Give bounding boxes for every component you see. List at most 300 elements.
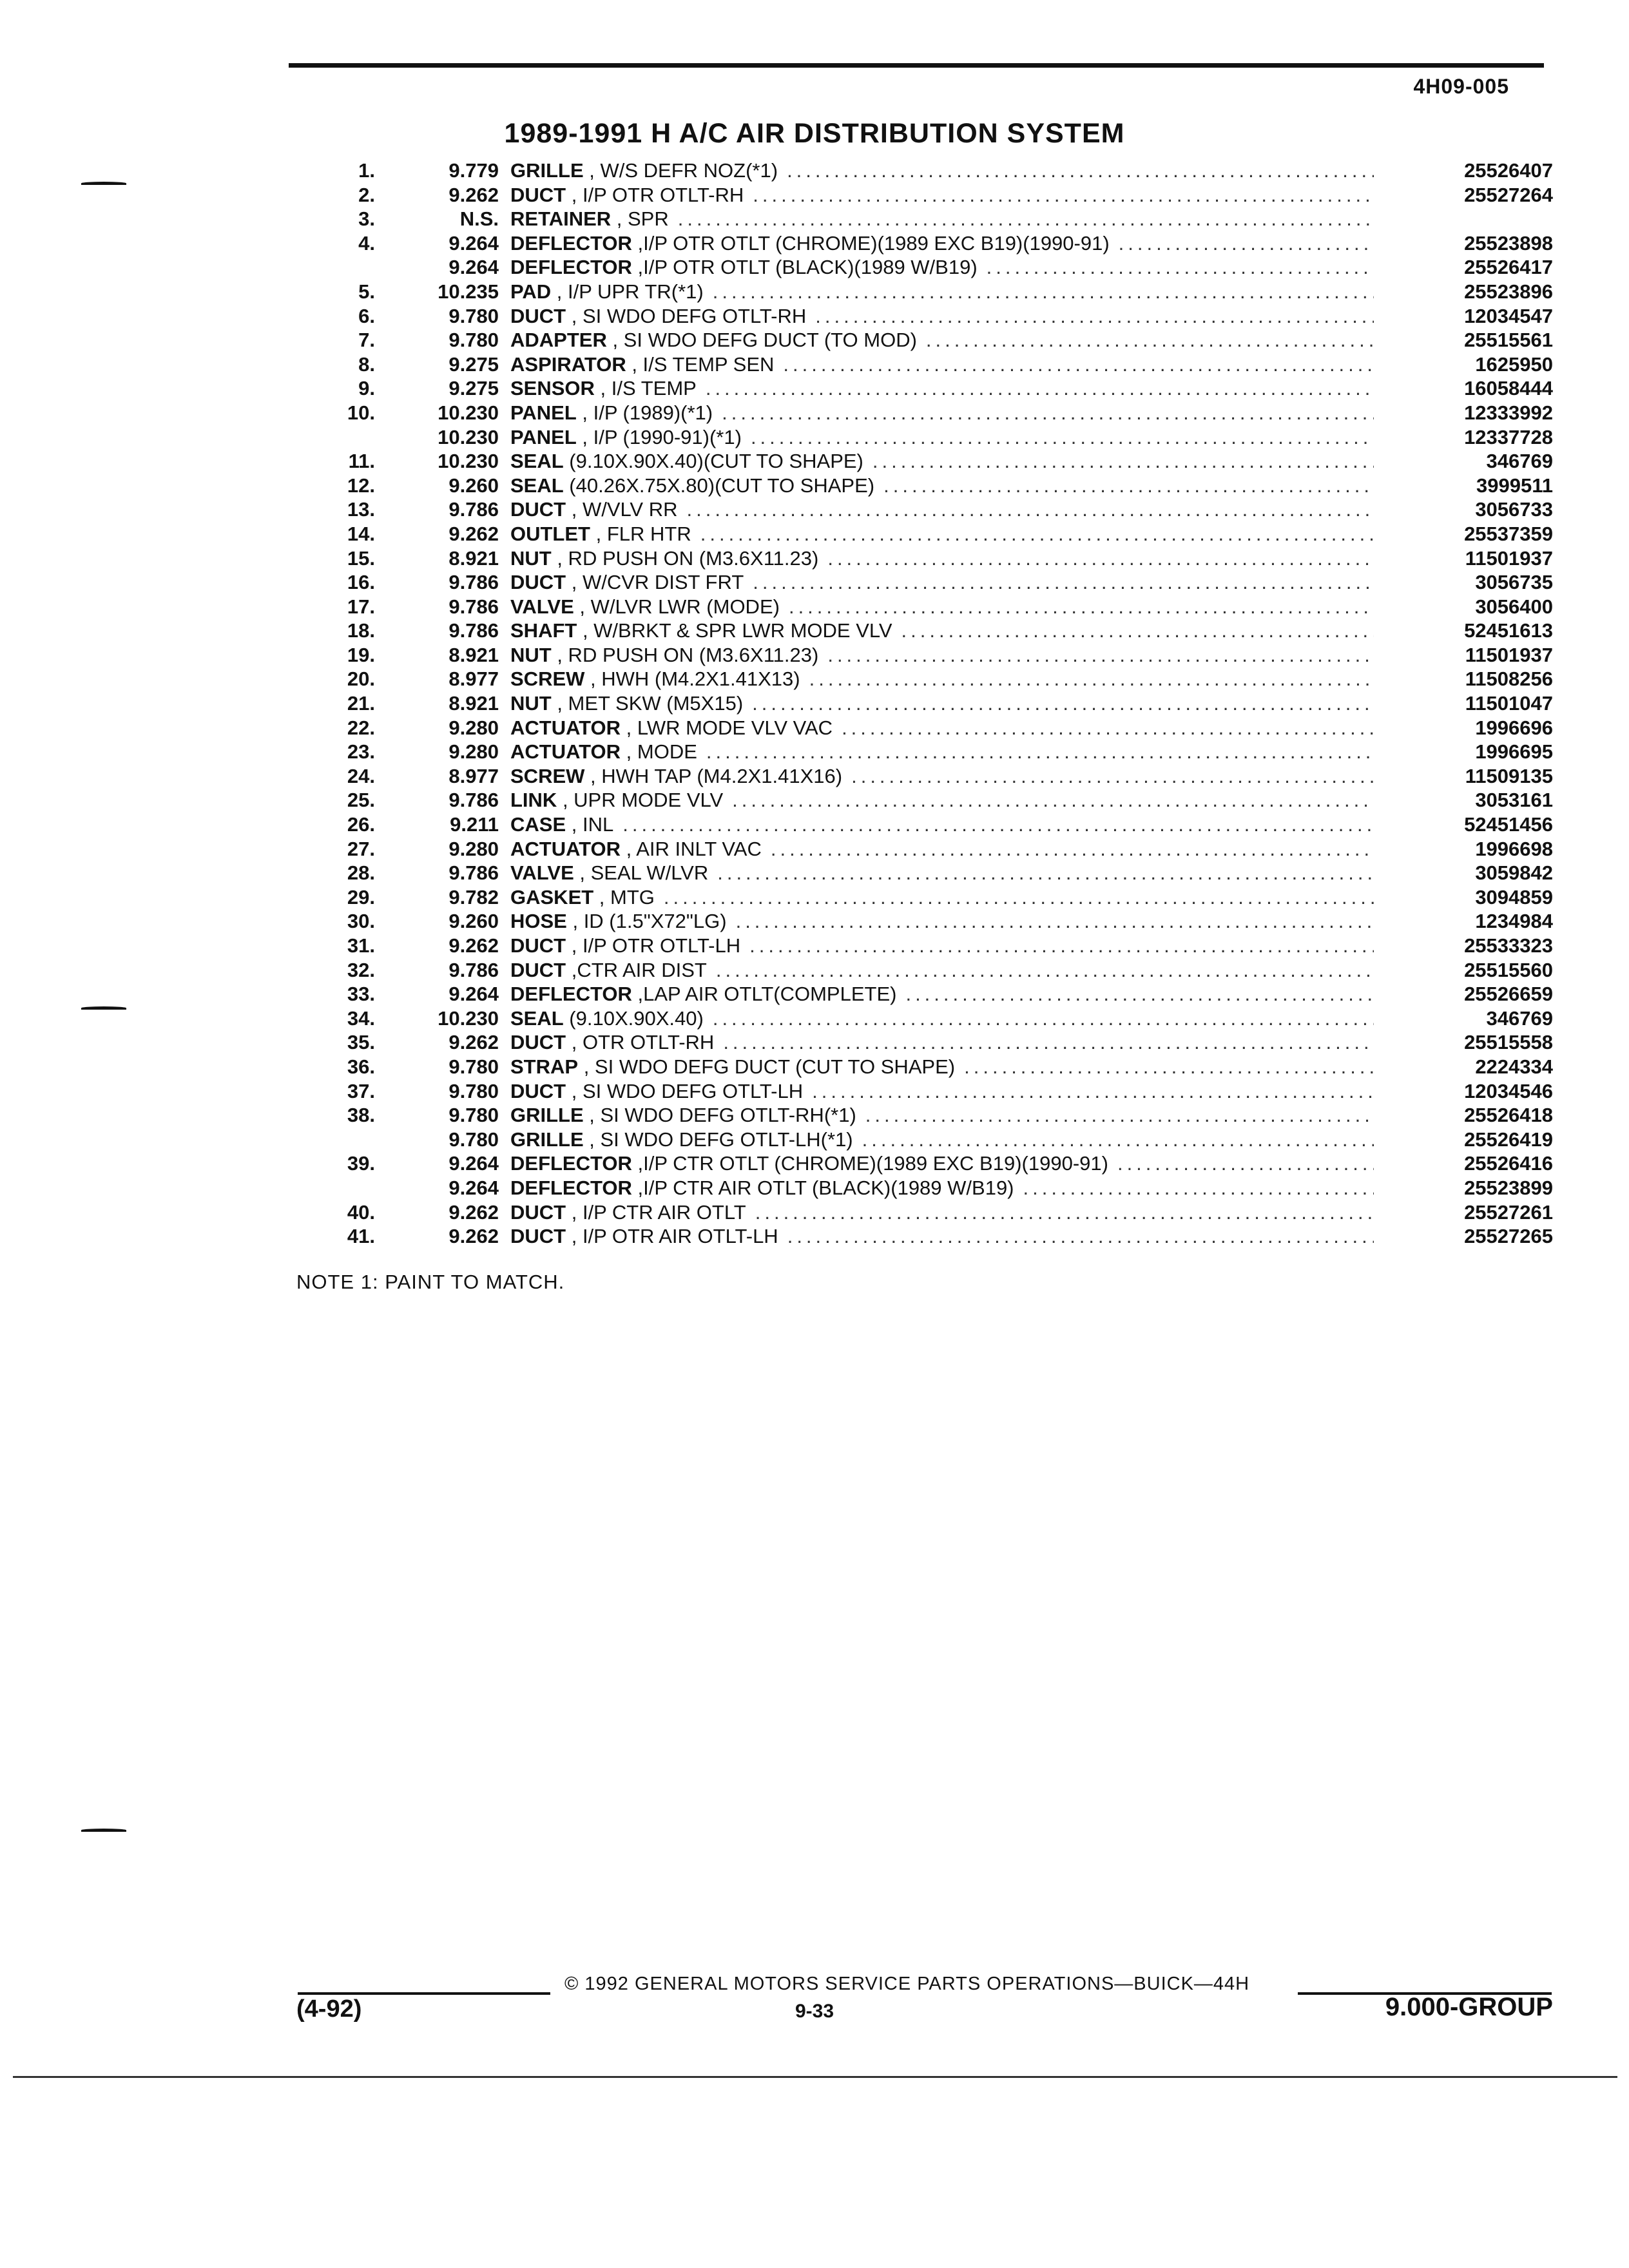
item-number: 18. — [347, 619, 375, 642]
group-number: 9.782 — [448, 885, 499, 908]
part-number: 1234984 — [1475, 910, 1553, 933]
part-row — [303, 1224, 1553, 1249]
item-number: 33. — [347, 983, 375, 1006]
group-number: 9.780 — [448, 1104, 499, 1127]
item-number: 7. — [358, 329, 375, 352]
part-name: NUT — [510, 692, 552, 715]
leader-dots — [905, 982, 1374, 1006]
group-label: 9.000-GROUP — [1385, 1993, 1553, 2021]
group-number: N.S. — [459, 207, 499, 231]
part-description — [510, 207, 1374, 231]
part-row — [303, 716, 1553, 740]
page-title: 1989-1991 H A/C AIR DISTRIBUTION SYSTEM — [504, 118, 1125, 149]
item-number: 4. — [358, 231, 375, 255]
part-number: 12034547 — [1464, 304, 1553, 327]
part-row — [303, 280, 1553, 304]
group-number: 8.921 — [448, 546, 499, 570]
part-number: 1996695 — [1475, 740, 1553, 764]
part-name: DUCT — [510, 1200, 566, 1224]
part-detail: , SI WDO DEFG OTLT-LH — [566, 1079, 804, 1102]
part-number: 11501047 — [1465, 692, 1553, 715]
part-description — [510, 352, 1374, 377]
item-number: 27. — [347, 837, 375, 860]
part-row — [303, 401, 1553, 425]
part-name: SCREW — [510, 668, 585, 691]
leader-dots — [1117, 1151, 1374, 1176]
part-description — [510, 1006, 1374, 1031]
part-name: SCREW — [510, 764, 585, 787]
group-number: 8.977 — [448, 668, 499, 691]
item-number: 19. — [347, 643, 375, 666]
group-number: 9.264 — [448, 1152, 499, 1175]
part-description — [510, 619, 1374, 643]
part-name: DUCT — [510, 1225, 566, 1248]
part-number: 25537359 — [1464, 522, 1553, 545]
part-detail: , SI WDO DEFG DUCT (CUT TO SHAPE) — [578, 1055, 956, 1078]
part-row — [303, 1200, 1553, 1225]
part-name: SEAL — [510, 1006, 564, 1030]
part-row — [303, 1128, 1553, 1152]
group-number: 9.786 — [448, 498, 499, 521]
part-name: DUCT — [510, 958, 566, 981]
part-detail: , SEAL W/LVR — [574, 861, 709, 885]
part-detail: , RD PUSH ON (M3.6X11.23) — [551, 546, 819, 570]
leader-dots — [1119, 231, 1374, 256]
part-number: 25533323 — [1464, 934, 1553, 957]
leader-dots — [809, 667, 1374, 691]
part-row — [303, 425, 1553, 450]
part-row — [303, 231, 1553, 256]
leader-dots — [753, 570, 1374, 595]
part-detail: (9.10X.90X.40)(CUT TO SHAPE) — [563, 450, 863, 473]
part-description — [510, 667, 1374, 691]
part-number: 11508256 — [1465, 668, 1553, 691]
part-row — [303, 207, 1553, 231]
part-name: SEAL — [510, 474, 564, 497]
part-name: ACTUATOR — [510, 740, 621, 764]
part-row — [303, 764, 1553, 789]
leader-dots — [842, 716, 1374, 740]
part-number: 25527265 — [1464, 1225, 1553, 1248]
group-number: 9.211 — [450, 813, 499, 836]
part-detail: ,I/P OTR OTLT (BLACK)(1989 W/B19) — [631, 256, 978, 279]
leader-dots — [713, 280, 1374, 304]
leader-dots — [827, 546, 1374, 571]
part-row — [303, 376, 1553, 401]
part-detail: , SI WDO DEFG OTLT-RH(*1) — [583, 1104, 856, 1127]
part-row — [303, 667, 1553, 691]
part-number: 3056733 — [1475, 498, 1553, 521]
part-description — [510, 280, 1374, 304]
part-description — [510, 1176, 1374, 1200]
part-number: 11501937 — [1465, 643, 1553, 666]
part-row — [303, 1151, 1553, 1176]
group-number: 9.780 — [448, 1055, 499, 1078]
part-description — [510, 982, 1374, 1006]
leader-dots — [706, 740, 1374, 764]
item-number: 35. — [347, 1031, 375, 1054]
part-number: 12034546 — [1464, 1079, 1553, 1102]
part-detail: ,CTR AIR DIST — [566, 958, 707, 981]
part-detail: , I/P (1990-91)(*1) — [576, 425, 742, 448]
group-number: 9.262 — [448, 934, 499, 957]
leader-dots — [901, 619, 1374, 643]
leader-dots — [700, 522, 1374, 546]
part-description — [510, 934, 1374, 958]
item-number: 31. — [347, 934, 375, 957]
leader-dots — [783, 352, 1374, 377]
part-number: 25526416 — [1464, 1152, 1553, 1175]
leader-dots — [987, 255, 1374, 280]
part-row — [303, 183, 1553, 207]
part-name: ADAPTER — [510, 329, 607, 352]
copyright-text: © 1992 GENERAL MOTORS SERVICE PARTS OPERATIONS—BUICK—44H — [564, 1974, 1250, 1994]
part-number: 25515560 — [1464, 958, 1553, 981]
part-name: NUT — [510, 546, 552, 570]
group-number: 9.280 — [448, 837, 499, 860]
part-name: DUCT — [510, 1031, 566, 1054]
part-name: DUCT — [510, 183, 566, 206]
part-detail: , SPR — [611, 207, 669, 231]
leader-dots — [787, 1224, 1374, 1249]
group-number: 10.230 — [438, 425, 499, 448]
part-name: GRILLE — [510, 159, 584, 182]
part-description — [510, 497, 1374, 522]
item-number: 14. — [347, 522, 375, 545]
part-detail: , UPR MODE VLV — [557, 789, 724, 812]
part-description — [510, 909, 1374, 934]
leader-dots — [687, 497, 1374, 522]
part-name: GASKET — [510, 885, 594, 908]
part-detail: , FLR HTR — [590, 522, 691, 545]
item-number: 39. — [347, 1152, 375, 1175]
part-detail: , W/LVR LWR (MODE) — [574, 595, 780, 618]
leader-dots — [755, 1200, 1374, 1225]
part-row — [303, 1176, 1553, 1200]
part-row — [303, 328, 1553, 352]
group-number: 9.264 — [448, 256, 499, 279]
part-detail: , I/P (1989)(*1) — [576, 401, 713, 424]
part-number: 3053161 — [1475, 789, 1553, 812]
part-detail: , AIR INLT VAC — [621, 837, 762, 860]
group-number: 9.262 — [448, 1031, 499, 1054]
group-number: 9.779 — [448, 159, 499, 182]
item-number: 25. — [347, 789, 375, 812]
footer-rule-left — [298, 1992, 550, 1995]
part-number: 25523899 — [1464, 1176, 1553, 1199]
item-number: 40. — [347, 1200, 375, 1224]
part-description — [510, 328, 1374, 352]
part-number: 25526659 — [1464, 983, 1553, 1006]
item-number: 2. — [358, 183, 375, 206]
part-description — [510, 231, 1374, 256]
part-detail: , MET SKW (M5X15) — [551, 692, 744, 715]
part-detail: , I/P CTR AIR OTLT — [566, 1200, 746, 1224]
part-number: 12337728 — [1464, 425, 1553, 448]
binder-hole-mark-top — [81, 182, 126, 185]
item-number: 5. — [358, 280, 375, 303]
part-description — [510, 449, 1374, 474]
group-number: 10.230 — [438, 1006, 499, 1030]
part-row — [303, 982, 1553, 1006]
part-number: 25526407 — [1464, 159, 1553, 182]
part-detail: ,I/P OTR OTLT (CHROME)(1989 EXC B19)(1990-91) — [631, 231, 1110, 255]
part-row — [303, 1079, 1553, 1104]
leader-dots — [926, 328, 1374, 352]
top-rule — [289, 63, 1544, 68]
part-description — [510, 740, 1374, 764]
part-name: NUT — [510, 643, 552, 666]
part-row — [303, 352, 1553, 377]
group-number: 9.780 — [448, 304, 499, 327]
item-number: 13. — [347, 498, 375, 521]
item-number: 11. — [348, 450, 375, 473]
group-number: 9.786 — [448, 571, 499, 594]
leader-dots — [678, 207, 1374, 231]
part-description — [510, 885, 1374, 910]
part-number: 1996696 — [1475, 716, 1553, 739]
part-row — [303, 861, 1553, 885]
part-name: DEFLECTOR — [510, 1176, 632, 1199]
binder-hole-mark-middle — [81, 1006, 126, 1010]
part-row — [303, 1006, 1553, 1031]
group-number: 8.921 — [448, 643, 499, 666]
part-description — [510, 474, 1374, 498]
part-description — [510, 716, 1374, 740]
item-number: 28. — [347, 861, 375, 885]
part-row — [303, 643, 1553, 668]
part-detail: , RD PUSH ON (M3.6X11.23) — [551, 643, 819, 666]
part-row — [303, 546, 1553, 571]
item-number: 26. — [347, 813, 375, 836]
group-number: 8.921 — [448, 692, 499, 715]
part-row — [303, 255, 1553, 280]
part-row — [303, 619, 1553, 643]
part-detail: , ID (1.5"X72"LG) — [566, 910, 727, 933]
part-name: LINK — [510, 789, 557, 812]
group-number: 9.786 — [448, 861, 499, 885]
part-description — [510, 643, 1374, 668]
part-number: 25523896 — [1464, 280, 1553, 303]
part-name: DUCT — [510, 571, 566, 594]
part-name: DUCT — [510, 498, 566, 521]
part-detail: , HWH TAP (M4.2X1.41X16) — [584, 764, 843, 787]
part-description — [510, 522, 1374, 546]
part-detail: ,LAP AIR OTLT(COMPLETE) — [631, 983, 897, 1006]
item-number: 36. — [347, 1055, 375, 1078]
group-number: 9.264 — [448, 983, 499, 1006]
part-name: OUTLET — [510, 522, 590, 545]
item-number: 6. — [358, 304, 375, 327]
leader-dots — [713, 1006, 1374, 1031]
part-name: DUCT — [510, 934, 566, 957]
part-description — [510, 401, 1374, 425]
part-detail: (40.26X.75X.80)(CUT TO SHAPE) — [563, 474, 875, 497]
part-name: SENSOR — [510, 377, 595, 400]
binder-hole-mark-bottom — [81, 1829, 126, 1832]
group-number: 9.786 — [448, 789, 499, 812]
part-name: GRILLE — [510, 1128, 584, 1151]
part-number: 3056735 — [1475, 571, 1553, 594]
part-row — [303, 958, 1553, 983]
part-detail: , W/VLV RR — [566, 498, 678, 521]
part-description — [510, 837, 1374, 861]
part-detail: , SI WDO DEFG OTLT-LH(*1) — [583, 1128, 853, 1151]
part-row — [303, 740, 1553, 764]
group-number: 9.262 — [448, 183, 499, 206]
part-row — [303, 1103, 1553, 1128]
item-number: 32. — [347, 958, 375, 981]
group-number: 9.786 — [448, 619, 499, 642]
part-name: VALVE — [510, 595, 574, 618]
part-row — [303, 909, 1553, 934]
part-number: 11509135 — [1465, 764, 1553, 787]
item-number: 21. — [347, 692, 375, 715]
part-number: 12333992 — [1464, 401, 1553, 424]
leader-dots — [815, 304, 1374, 329]
part-name: DEFLECTOR — [510, 1152, 632, 1175]
leader-dots — [827, 643, 1374, 668]
leader-dots — [787, 159, 1374, 183]
part-row — [303, 934, 1553, 958]
part-name: DEFLECTOR — [510, 231, 632, 255]
part-name: ACTUATOR — [510, 837, 621, 860]
group-number: 9.780 — [448, 329, 499, 352]
part-description — [510, 861, 1374, 885]
part-name: CASE — [510, 813, 566, 836]
part-row — [303, 570, 1553, 595]
part-detail: , SI WDO DEFG OTLT-RH — [566, 304, 807, 327]
leader-dots — [865, 1103, 1374, 1128]
part-number: 25526418 — [1464, 1104, 1553, 1127]
part-description — [510, 958, 1374, 983]
item-number: 1. — [358, 159, 375, 182]
part-description — [510, 255, 1374, 280]
part-detail: , W/BRKT & SPR LWR MODE VLV — [577, 619, 892, 642]
part-number: 25527261 — [1464, 1200, 1553, 1224]
part-detail: , MTG — [593, 885, 655, 908]
leader-dots — [851, 764, 1374, 789]
part-name: PAD — [510, 280, 552, 303]
part-detail: , I/P OTR OTLT-RH — [566, 183, 744, 206]
group-number: 9.275 — [448, 352, 499, 376]
part-detail: , W/CVR DIST FRT — [566, 571, 744, 594]
leader-dots — [753, 183, 1374, 207]
part-name: ACTUATOR — [510, 716, 621, 739]
item-number: 17. — [347, 595, 375, 618]
group-number: 10.230 — [438, 450, 499, 473]
part-description — [510, 1103, 1374, 1128]
part-description — [510, 425, 1374, 450]
item-number: 37. — [347, 1079, 375, 1102]
leader-dots — [736, 909, 1374, 934]
part-number: 346769 — [1486, 450, 1553, 473]
part-name: DUCT — [510, 1079, 566, 1102]
part-number: 2224334 — [1475, 1055, 1553, 1078]
group-number: 9.262 — [448, 1225, 499, 1248]
item-number: 38. — [347, 1104, 375, 1127]
item-number: 16. — [347, 571, 375, 594]
part-number: 25526417 — [1464, 256, 1553, 279]
group-number: 9.260 — [448, 474, 499, 497]
leader-dots — [751, 425, 1374, 450]
part-row — [303, 595, 1553, 619]
leader-dots — [722, 401, 1374, 425]
item-number: 22. — [347, 716, 375, 739]
group-number: 9.780 — [448, 1079, 499, 1102]
leader-dots — [706, 376, 1374, 401]
leader-dots — [1023, 1176, 1374, 1200]
part-number: 25515558 — [1464, 1031, 1553, 1054]
part-detail: , W/S DEFR NOZ(*1) — [583, 159, 778, 182]
leader-dots — [964, 1055, 1374, 1079]
item-number: 8. — [358, 352, 375, 376]
item-number: 15. — [347, 546, 375, 570]
part-name: RETAINER — [510, 207, 612, 231]
item-number: 23. — [347, 740, 375, 764]
item-number: 34. — [347, 1006, 375, 1030]
part-number: 25523898 — [1464, 231, 1553, 255]
part-description — [510, 595, 1374, 619]
part-number: 3094859 — [1475, 885, 1553, 908]
item-number: 12. — [347, 474, 375, 497]
part-detail: , I/P UPR TR(*1) — [551, 280, 704, 303]
part-name: SHAFT — [510, 619, 577, 642]
part-number: 25515561 — [1464, 329, 1553, 352]
part-detail: ,I/P CTR OTLT (CHROME)(1989 EXC B19)(1990-91) — [631, 1152, 1108, 1175]
item-number: 20. — [347, 668, 375, 691]
leader-dots — [883, 474, 1374, 498]
part-detail: , SI WDO DEFG DUCT (TO MOD) — [606, 329, 917, 352]
part-detail: , LWR MODE VLV VAC — [621, 716, 833, 739]
part-description — [510, 812, 1374, 837]
part-detail: , HWH (M4.2X1.41X13) — [584, 668, 800, 691]
part-description — [510, 1079, 1374, 1104]
part-description — [510, 1200, 1374, 1225]
part-number: 52451613 — [1464, 619, 1553, 642]
leader-dots — [723, 1030, 1374, 1055]
part-name: VALVE — [510, 861, 574, 885]
part-number: 346769 — [1486, 1006, 1553, 1030]
leader-dots — [749, 934, 1374, 958]
leader-dots — [789, 595, 1374, 619]
part-row — [303, 837, 1553, 861]
part-row — [303, 788, 1553, 812]
part-detail: , I/P OTR AIR OTLT-LH — [566, 1225, 778, 1248]
part-description — [510, 691, 1374, 716]
part-name: PANEL — [510, 401, 577, 424]
group-number: 9.275 — [448, 377, 499, 400]
group-number: 9.262 — [448, 1200, 499, 1224]
part-detail: , I/S TEMP SEN — [626, 352, 775, 376]
part-description — [510, 1030, 1374, 1055]
part-number: 25526419 — [1464, 1128, 1553, 1151]
part-row — [303, 522, 1553, 546]
item-number: 30. — [347, 910, 375, 933]
part-name: GRILLE — [510, 1104, 584, 1127]
part-detail: , I/P OTR OTLT-LH — [566, 934, 741, 957]
part-row — [303, 812, 1553, 837]
group-number: 9.786 — [448, 958, 499, 981]
group-number: 9.780 — [448, 1128, 499, 1151]
group-number: 8.977 — [448, 764, 499, 787]
part-name: STRAP — [510, 1055, 579, 1078]
group-number: 9.262 — [448, 522, 499, 545]
part-description — [510, 764, 1374, 789]
part-description — [510, 570, 1374, 595]
part-number: 1625950 — [1475, 352, 1553, 376]
part-name: SEAL — [510, 450, 564, 473]
